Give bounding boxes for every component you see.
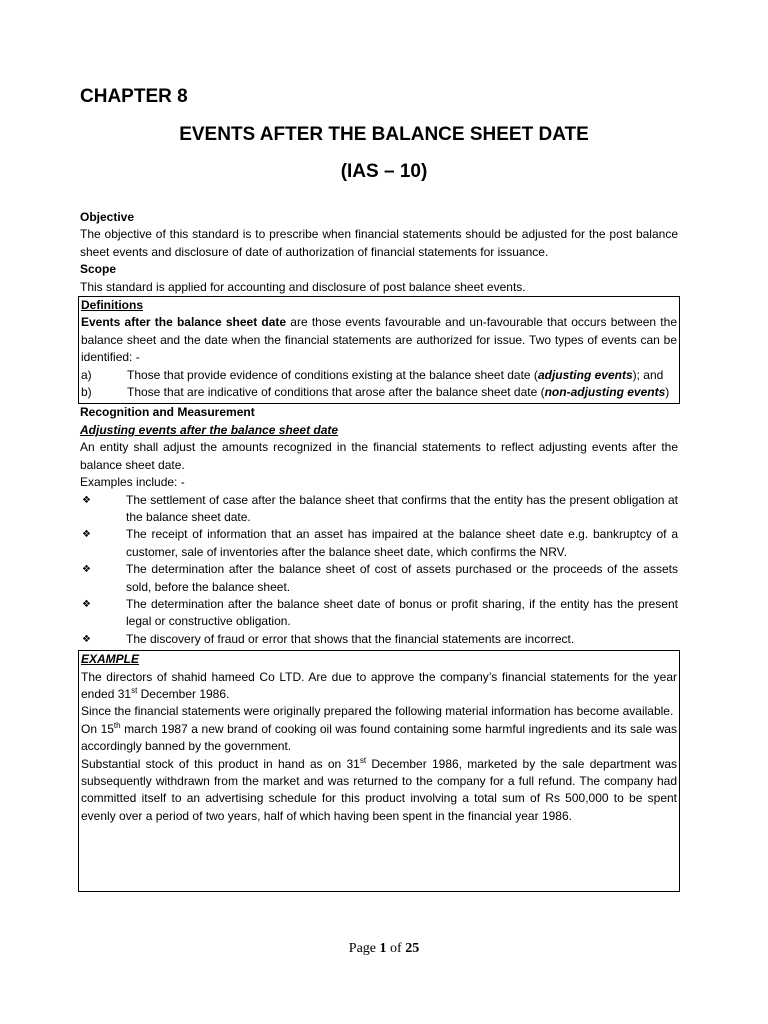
diamond-bullet-icon: ❖ bbox=[82, 564, 91, 576]
example-bullet bbox=[80, 561, 678, 596]
page-title: EVENTS AFTER THE BALANCE SHEET DATE bbox=[179, 124, 589, 145]
scope-heading: Scope bbox=[80, 262, 117, 277]
bullet-text: The determination after the balance sheet of cost of assets purchased or the proceeds of the assets sold, before the balance sheet. bbox=[126, 562, 678, 594]
recognition-heading: Recognition and Measurement bbox=[80, 405, 255, 420]
example-bullet bbox=[80, 492, 678, 527]
definitions-box bbox=[78, 296, 680, 404]
example-bullet bbox=[80, 631, 678, 648]
bullet-text: The settlement of case after the balance sheet that confirms that the entity has the present obligation at the balance sheet date. bbox=[126, 492, 678, 524]
example-paragraph: Since the financial statements were originally prepared the following material information has become available. bbox=[81, 704, 674, 719]
item-term: non-adjusting events bbox=[544, 385, 666, 400]
definitions-heading: Definitions bbox=[81, 298, 143, 313]
bullet-text: The determination after the balance sheet date of bonus or profit sharing, if the entity has the present legal or constructive obligation. bbox=[126, 596, 678, 629]
definition-body: are those events favourable and un-favourable that occurs between the balance sheet and the date when the financial statements are authorized for issue. Two types of events can be identified: - bbox=[81, 315, 677, 365]
objective-text: The objective of this standard is to prescribe when financial statements should be adjusted for the post balance sheet events and disclosure of date of authorization of financial statements for issuance. bbox=[80, 227, 678, 259]
example-bullet bbox=[80, 526, 678, 561]
item-text: Those that provide evidence of conditions existing at the balance sheet date (adjusting events); and bbox=[127, 367, 664, 382]
page-number: Page 1 of 25 bbox=[348, 941, 420, 956]
example-paragraph: On 15th march 1987 a new brand of cooking oil was found containing some harmful ingredients and its sale was accordingly banned by the government. bbox=[81, 720, 677, 754]
example-paragraph: The directors of shahid hameed Co LTD. Are due to approve the company’s financial statements for the year ended 31st December 1986. bbox=[81, 669, 677, 701]
example-bullet bbox=[80, 596, 678, 631]
diamond-bullet-icon: ❖ bbox=[82, 633, 91, 645]
definition-item bbox=[81, 367, 677, 384]
definition-term: Events after the balance sheet date bbox=[81, 315, 287, 330]
example-paragraph: Substantial stock of this product in hand as on 31st December 1986, marketed by the sale department was subsequently withdrawn from the market and was returned to the company for a full refund. The company had committed itself to an advertising schedule for this product involving a total sum of Rs 500,000 to be spent evenly over a period of two years, half of which having been spent in the financial year 1986. bbox=[81, 755, 678, 823]
item-marker: b) bbox=[81, 385, 92, 400]
diamond-bullet-icon: ❖ bbox=[82, 598, 91, 610]
recognition-text: An entity shall adjust the amounts recognized in the financial statements to reflect adjusting events after the balance sheet date. bbox=[80, 440, 678, 472]
objective-heading: Objective bbox=[80, 210, 135, 224]
example-box bbox=[78, 650, 680, 892]
examples-label: Examples include: - bbox=[80, 475, 185, 490]
bullet-text: The receipt of information that an asset has impaired at the balance sheet date e.g. bankruptcy of a customer, sale of inventories after the balance sheet date, which confirms the NRV. bbox=[126, 527, 678, 559]
item-term: adjusting events bbox=[537, 367, 633, 382]
example-heading: EXAMPLE bbox=[81, 652, 140, 667]
bullet-text: The discovery of fraud or error that shows that the financial statements are incorrect. bbox=[126, 631, 575, 646]
item-text: Those that are indicative of conditions that arose after the balance sheet date (non-adjusting events) bbox=[127, 385, 670, 400]
standard-reference: (IAS – 10) bbox=[340, 161, 428, 182]
document-body bbox=[80, 209, 678, 892]
adjusting-events-subheading: Adjusting events after the balance sheet date bbox=[80, 422, 339, 437]
diamond-bullet-icon: ❖ bbox=[82, 494, 91, 506]
definitions-text bbox=[81, 314, 677, 366]
item-marker: a) bbox=[81, 367, 92, 382]
chapter-label: CHAPTER 8 bbox=[80, 86, 188, 107]
diamond-bullet-icon: ❖ bbox=[82, 529, 91, 541]
scope-text: This standard is applied for accounting and disclosure of post balance sheet events. bbox=[80, 279, 526, 294]
definition-item bbox=[81, 384, 677, 401]
